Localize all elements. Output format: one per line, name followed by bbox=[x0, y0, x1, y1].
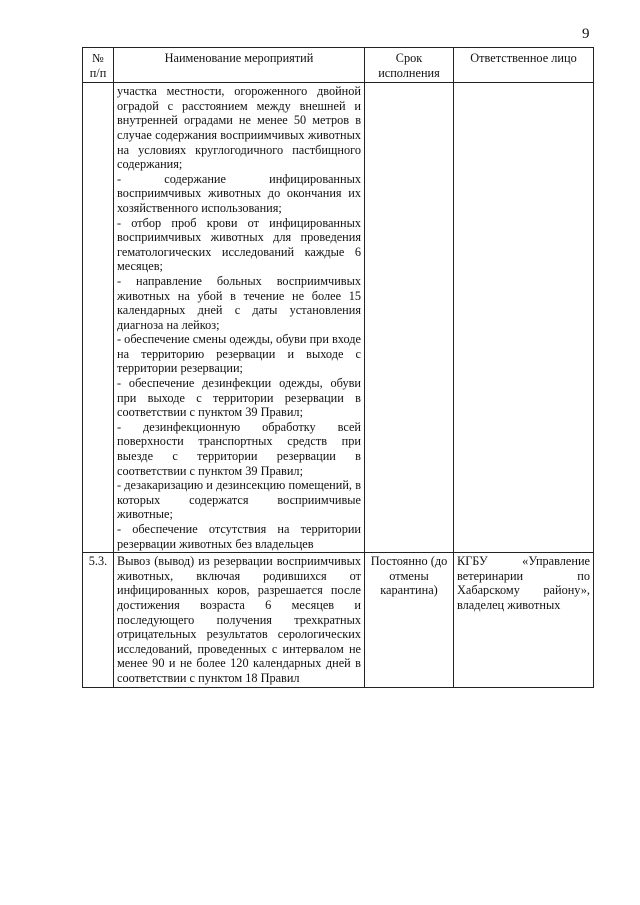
table-header-row bbox=[83, 48, 594, 83]
continuation-paragraph: - дезакаризацию и дезинсекцию помещений, в которых содержатся восприимчивые животные; bbox=[117, 478, 361, 522]
row-deadline: Постоянно (до отмены карантина) bbox=[365, 553, 454, 687]
continuation-paragraph: - обеспечение отсутствия на территории резервации животных без владельцев bbox=[117, 522, 361, 551]
header-deadline: Срок исполнения bbox=[365, 48, 454, 83]
continuation-responsible-cell bbox=[454, 83, 594, 553]
continuation-paragraph: - обеспечение смены одежды, обуви при входе на территорию резервации и выходе с территории резервации; bbox=[117, 332, 361, 376]
row-activity: Вывоз (вывод) из резервации восприимчивых животных, включая родившихся от инфицированных коров, разрешается после достижения возраста 6 месяцев и последующего получения трехкратных отрицательных результатов серологических исследований, проведенных с интервалом не менее 90 и не более 120 календарных дней в соответствии с пунктом 18 Правил bbox=[114, 553, 365, 687]
page-number: 9 bbox=[582, 26, 590, 42]
continuation-paragraph: - обеспечение дезинфекции одежды, обуви при выходе с территории резервации в соответствии с пунктом 39 Правил; bbox=[117, 376, 361, 420]
header-num: № п/п bbox=[83, 48, 114, 83]
table-row-5-3 bbox=[83, 553, 594, 687]
row-responsible: КГБУ «Управление ветеринарии по Хабарскому району», владелец животных bbox=[454, 553, 594, 687]
header-responsible: Ответственное лицо bbox=[454, 48, 594, 83]
measures-table bbox=[82, 47, 594, 688]
header-activity: Наименование мероприятий bbox=[114, 48, 365, 83]
continuation-deadline-cell bbox=[365, 83, 454, 553]
continuation-row bbox=[83, 83, 594, 553]
continuation-activity-cell bbox=[114, 83, 365, 553]
row-number: 5.3. bbox=[83, 553, 114, 687]
continuation-paragraph: - содержание инфицированных восприимчивых животных до окончания их хозяйственного использования; bbox=[117, 171, 361, 215]
continuation-paragraph: - отбор проб крови от инфицированных восприимчивых животных для проведения гематологических исследований каждые 6 месяцев; bbox=[117, 215, 361, 274]
continuation-num-cell bbox=[83, 83, 114, 553]
continuation-paragraph: участка местности, огороженного двойной оградой с расстоянием между внешней и внутренней оградами не менее 50 метров в случае содержания восприимчивых животных на условиях круглогодичного пастбищного содержания; bbox=[117, 84, 361, 172]
continuation-paragraph: - дезинфекционную обработку всей поверхности транспортных средств при выезде с территории резервации в соответствии с пунктом 39 Правил; bbox=[117, 419, 361, 478]
continuation-paragraph: - направление больных восприимчивых животных на убой в течение не более 15 календарных дней с даты установления диагноза на лейкоз; bbox=[117, 273, 361, 332]
